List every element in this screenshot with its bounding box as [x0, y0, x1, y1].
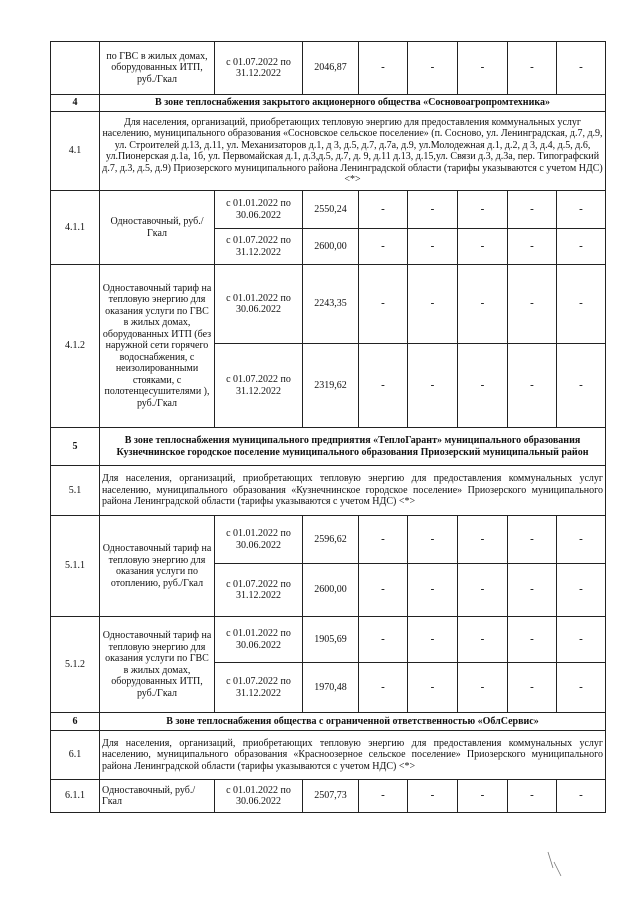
- dash-cell: -: [359, 780, 408, 813]
- row-number-cell: 6.1: [51, 731, 100, 780]
- tariff-value: 2600,00: [303, 229, 359, 265]
- tariff-description: Одноставочный тариф на тепловую энергию для оказания услуги по ГВС в жилых домах, оборудованных ИТП, руб./Гкал: [100, 617, 215, 713]
- dash-cell: -: [557, 564, 606, 617]
- dash-cell: -: [557, 229, 606, 265]
- tariff-value: 2596,62: [303, 516, 359, 564]
- tariff-description: по ГВС в жилых домах, оборудованных ИТП, руб./Гкал: [100, 42, 215, 95]
- period-cell: с 01.07.2022 по 31.12.2022: [215, 564, 303, 617]
- section-header-row: [51, 95, 606, 112]
- pen-mark: [545, 850, 565, 878]
- tariff-table: [50, 41, 606, 813]
- period-cell: с 01.07.2022 по 31.12.2022: [215, 344, 303, 428]
- tariff-value: 2600,00: [303, 564, 359, 617]
- tariff-value: 1905,69: [303, 617, 359, 663]
- dash-cell: -: [359, 617, 408, 663]
- dash-cell: -: [458, 564, 508, 617]
- row-number-cell: 4.1: [51, 112, 100, 191]
- dash-cell: -: [408, 265, 458, 344]
- dash-cell: -: [557, 344, 606, 428]
- table-row: [51, 731, 606, 780]
- dash-cell: -: [508, 344, 557, 428]
- row-number-cell: [51, 42, 100, 95]
- dash-cell: -: [408, 564, 458, 617]
- tariff-value: 2046,87: [303, 42, 359, 95]
- table-row: [51, 265, 606, 344]
- tariff-description: Одноставочный, руб./Гкал: [100, 780, 215, 813]
- table-row: [51, 617, 606, 663]
- dash-cell: -: [408, 663, 458, 713]
- dash-cell: -: [408, 780, 458, 813]
- dash-cell: -: [359, 265, 408, 344]
- section-header-row: [51, 428, 606, 466]
- dash-cell: -: [359, 229, 408, 265]
- table-row: [51, 42, 606, 95]
- dash-cell: -: [458, 663, 508, 713]
- dash-cell: -: [508, 780, 557, 813]
- dash-cell: -: [557, 663, 606, 713]
- dash-cell: -: [557, 191, 606, 229]
- dash-cell: -: [359, 663, 408, 713]
- dash-cell: -: [408, 344, 458, 428]
- section-title: В зоне теплоснабжения закрытого акционерного общества «Сосновоагропромтехника»: [100, 95, 606, 112]
- dash-cell: -: [359, 564, 408, 617]
- dash-cell: -: [508, 265, 557, 344]
- dash-cell: -: [458, 344, 508, 428]
- dash-cell: -: [408, 617, 458, 663]
- dash-cell: -: [408, 42, 458, 95]
- dash-cell: -: [458, 191, 508, 229]
- dash-cell: -: [508, 191, 557, 229]
- period-cell: с 01.07.2022 по 31.12.2022: [215, 42, 303, 95]
- row-number-cell: 4.1.2: [51, 265, 100, 428]
- section-number: 6: [51, 713, 100, 731]
- table-row: [51, 112, 606, 191]
- dash-cell: -: [557, 516, 606, 564]
- dash-cell: -: [458, 617, 508, 663]
- dash-cell: -: [557, 617, 606, 663]
- dash-cell: -: [458, 516, 508, 564]
- dash-cell: -: [557, 780, 606, 813]
- tariff-description: Одноставочный, руб./Гкал: [100, 191, 215, 265]
- table-row: [51, 516, 606, 564]
- section-title: В зоне теплоснабжения муниципального предприятия «ТеплоГарант» муниципального образования Кузнечнинское городское поселение муниципального образования Приозерский муниципальный район: [100, 428, 606, 466]
- dash-cell: -: [458, 780, 508, 813]
- section-number: 4: [51, 95, 100, 112]
- dash-cell: -: [359, 516, 408, 564]
- dash-cell: -: [508, 617, 557, 663]
- dash-cell: -: [359, 42, 408, 95]
- period-cell: с 01.07.2022 по 31.12.2022: [215, 229, 303, 265]
- tariff-value: 2507,73: [303, 780, 359, 813]
- consumer-description: Для населения, организаций, приобретающих тепловую энергию для предоставления коммунальных услуг населению, муниципального образования «Сосновское сельское поселение» (п. Сосново, ул. Ленинградская, д.7, д.9, ул. Строителей д.13, д.11, ул. Механизаторов д.1, д 3, д.5, д.7, д.7а, д.9, ул.Молодежная д.1, д.2, д 3, д.4, д.5, д.6, ул.Пионерская д.1а, 1б, ул. Первомайская д.1, д.3,д.5, д.7, д. 9, д.11 д.13, д.15,ул. Связи д.3, д.3а, пер. Типографский д.7, д.3, д.5, д.9) Приозерского муниципального района Ленинградской области (тарифы указываются с учетом НДС) <*>: [100, 112, 606, 191]
- table-row: [51, 780, 606, 813]
- dash-cell: -: [557, 265, 606, 344]
- tariff-description: Одноставочный тариф на тепловую энергию для оказания услуги по отоплению, руб./Гкал: [100, 516, 215, 617]
- period-cell: с 01.07.2022 по 31.12.2022: [215, 663, 303, 713]
- section-header-row: [51, 713, 606, 731]
- dash-cell: -: [508, 564, 557, 617]
- dash-cell: -: [557, 42, 606, 95]
- section-number: 5: [51, 428, 100, 466]
- table-row: [51, 191, 606, 229]
- tariff-value: 2243,35: [303, 265, 359, 344]
- tariff-value: 2550,24: [303, 191, 359, 229]
- consumer-description: Для населения, организаций, приобретающих тепловую энергию для предоставления коммунальных услуг населению, муниципального образования «Красноозерное сельское поселение» Приозерского муниципального района Ленинградской области (тарифы указываются с учетом НДС) <*>: [100, 731, 606, 780]
- row-number-cell: 5.1: [51, 466, 100, 516]
- section-title: В зоне теплоснабжения общества с ограниченной ответственностью «ОблСервис»: [100, 713, 606, 731]
- tariff-value: 1970,48: [303, 663, 359, 713]
- dash-cell: -: [408, 516, 458, 564]
- table-row: [51, 466, 606, 516]
- row-number-cell: 4.1.1: [51, 191, 100, 265]
- dash-cell: -: [458, 229, 508, 265]
- row-number-cell: 5.1.1: [51, 516, 100, 617]
- period-cell: с 01.01.2022 по 30.06.2022: [215, 617, 303, 663]
- dash-cell: -: [359, 191, 408, 229]
- tariff-description: Одноставочный тариф на тепловую энергию для оказания услуги по ГВС в жилых домах, оборудованных ИТП (без наружной сети горячего водоснабжения, с неизолированными стояками, с полотенцесушителями ), руб./Гкал: [100, 265, 215, 428]
- period-cell: с 01.01.2022 по 30.06.2022: [215, 516, 303, 564]
- dash-cell: -: [508, 516, 557, 564]
- tariff-value: 2319,62: [303, 344, 359, 428]
- dash-cell: -: [458, 265, 508, 344]
- row-number-cell: 5.1.2: [51, 617, 100, 713]
- consumer-description: Для населения, организаций, приобретающих тепловую энергию для предоставления коммунальных услуг населению, муниципального образования «Кузнечнинское городское поселение» Приозерского муниципального района Ленинградской области (тарифы указываются с учетом НДС) <*>: [100, 466, 606, 516]
- dash-cell: -: [408, 229, 458, 265]
- dash-cell: -: [408, 191, 458, 229]
- dash-cell: -: [508, 229, 557, 265]
- period-cell: с 01.01.2022 по 30.06.2022: [215, 780, 303, 813]
- period-cell: с 01.01.2022 по 30.06.2022: [215, 191, 303, 229]
- dash-cell: -: [508, 42, 557, 95]
- dash-cell: -: [508, 663, 557, 713]
- period-cell: с 01.01.2022 по 30.06.2022: [215, 265, 303, 344]
- dash-cell: -: [359, 344, 408, 428]
- dash-cell: -: [458, 42, 508, 95]
- row-number-cell: 6.1.1: [51, 780, 100, 813]
